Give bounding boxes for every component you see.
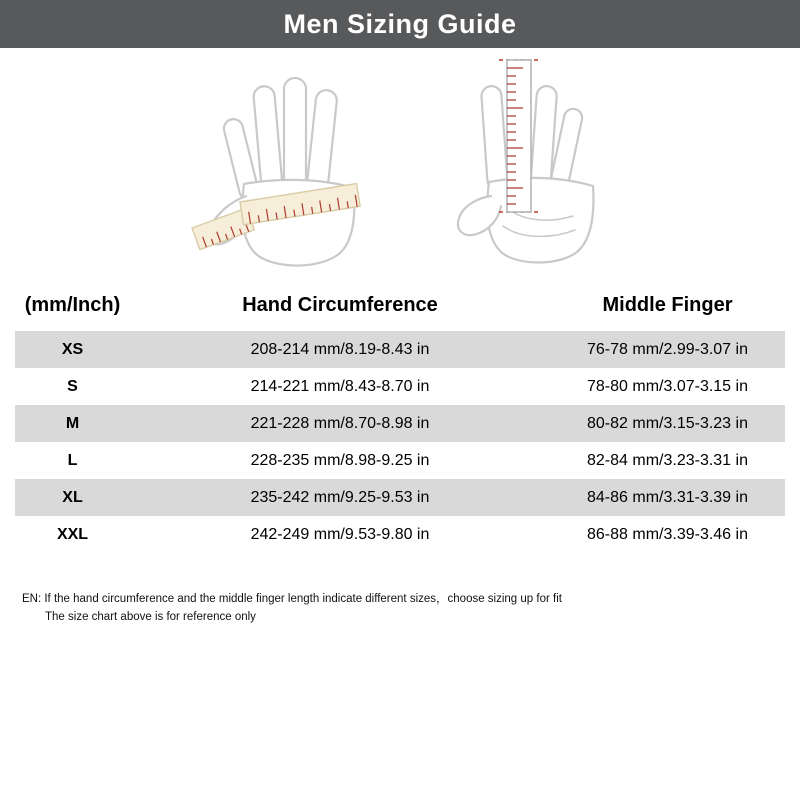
note-reference-only: The size chart above is for reference only — [45, 610, 256, 623]
table-row — [15, 368, 785, 405]
page-title: Men Sizing Guide — [283, 8, 517, 39]
size-table — [15, 280, 785, 553]
hand-with-tape-icon — [190, 56, 395, 268]
middle-finger-cell: 76-78 mm/2.99-3.07 in — [587, 340, 748, 358]
column-header-middle-finger: Middle Finger — [602, 294, 733, 316]
middle-finger-cell: 82-84 mm/3.23-3.31 in — [587, 451, 748, 469]
size-cell: XL — [62, 488, 83, 506]
hand-circumference-illustration — [190, 56, 395, 273]
hand-circumference-cell: 228-235 mm/8.98-9.25 in — [250, 451, 430, 469]
hand-circumference-cell: 235-242 mm/9.25-9.53 in — [250, 488, 430, 506]
table-row — [15, 479, 785, 516]
middle-finger-cell: 80-82 mm/3.15-3.23 in — [587, 414, 748, 432]
table-row — [15, 331, 785, 368]
hand-circumference-cell: 242-249 mm/9.53-9.80 in — [250, 525, 430, 543]
footer-notes — [22, 591, 800, 627]
size-cell: XS — [61, 340, 84, 358]
column-header-size-unit: (mm/Inch) — [24, 294, 121, 316]
title-bar — [0, 0, 800, 48]
middle-finger-cell: 84-86 mm/3.31-3.39 in — [587, 488, 748, 506]
middle-finger-illustration — [455, 56, 605, 273]
table-row — [15, 405, 785, 442]
size-cell: L — [67, 451, 78, 469]
table-row — [15, 442, 785, 479]
hand-circumference-cell: 221-228 mm/8.70-8.98 in — [250, 414, 430, 432]
middle-finger-cell: 86-88 mm/3.39-3.46 in — [587, 525, 748, 543]
hand-with-ruler-icon — [455, 56, 605, 268]
table-row — [15, 516, 785, 553]
hand-circumference-cell: 208-214 mm/8.19-8.43 in — [250, 340, 430, 358]
size-cell: M — [65, 414, 80, 432]
table-header-row — [15, 280, 785, 331]
middle-finger-cell: 78-80 mm/3.07-3.15 in — [587, 377, 748, 395]
size-cell: S — [67, 377, 78, 395]
note-sizing-up: EN: If the hand circumference and the middle finger length indicate different sizes，choose sizing up for fit — [22, 593, 562, 605]
hand-circumference-cell: 214-221 mm/8.43-8.70 in — [250, 377, 430, 395]
column-header-hand-circumference: Hand Circumference — [242, 294, 438, 316]
size-cell: XXL — [56, 525, 89, 543]
measurement-illustrations — [0, 48, 800, 276]
